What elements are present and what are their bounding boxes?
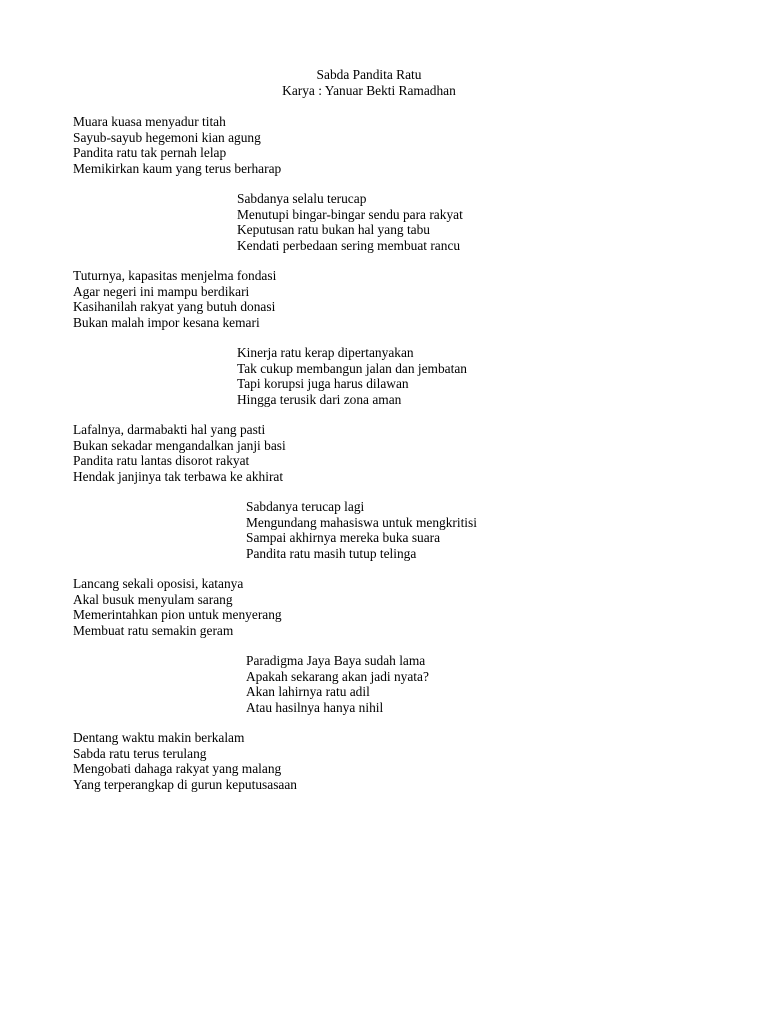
- poem-line: Tapi korupsi juga harus dilawan: [237, 376, 409, 391]
- poem-line: Pandita ratu masih tutup telinga: [246, 545, 417, 561]
- poem-line: Bukan sekadar mengandalkan janji basi: [73, 437, 286, 453]
- poem-line: Kendati perbedaan sering membuat rancu: [237, 237, 461, 253]
- poem-line: Mengundang mahasiswa untuk mengkritisi: [246, 514, 477, 530]
- poem-line: Sabdanya terucap lagi: [246, 499, 365, 514]
- poem-line: Paradigma Jaya Baya sudah lama: [246, 653, 426, 668]
- poem-line: Membuat ratu semakin geram: [73, 622, 234, 638]
- poem-line: Lafalnya, darmabakti hal yang pasti: [73, 422, 266, 437]
- poem-line: Pandita ratu lantas disorot rakyat: [73, 453, 250, 468]
- poem-line: Kinerja ratu kerap dipertanyakan: [237, 345, 414, 360]
- poem-line: Menutupi bingar-bingar sendu para rakyat: [237, 206, 463, 222]
- poem-line: Memerintahkan pion untuk menyerang: [73, 607, 282, 622]
- poem-title: Sabda Pandita Ratu: [316, 67, 422, 82]
- poem-line: Hendak janjinya tak terbawa ke akhirat: [73, 468, 284, 484]
- poem-line: Pandita ratu tak pernah lelap: [73, 145, 227, 160]
- stanza-2: [237, 191, 463, 253]
- stanza-1: [73, 114, 281, 176]
- poem-line: Akan lahirnya ratu adil: [246, 684, 370, 699]
- stanza-7: [73, 576, 282, 638]
- poem-header: [0, 67, 738, 99]
- stanza-6: [246, 499, 477, 561]
- poem-line: Bukan malah impor kesana kemari: [73, 314, 260, 330]
- poem-line: Tuturnya, kapasitas menjelma fondasi: [73, 268, 277, 283]
- poem-line: Muara kuasa menyadur titah: [73, 114, 226, 129]
- poem-line: Sayub-sayub hegemoni kian agung: [73, 129, 261, 145]
- poem-line: Yang terperangkap di gurun keputusasaan: [73, 776, 297, 792]
- poem-line: Atau hasilnya hanya nihil: [246, 699, 384, 715]
- stanza-5: [73, 422, 286, 484]
- stanza-4: [237, 345, 467, 407]
- poem-line: Akal busuk menyulam sarang: [73, 591, 233, 607]
- poem-line: Sabda ratu terus terulang: [73, 745, 207, 761]
- poem-line: Memikirkan kaum yang terus berharap: [73, 160, 282, 176]
- poem-author: Karya : Yanuar Bekti Ramadhan: [282, 82, 456, 98]
- poem-line: Mengobati dahaga rakyat yang malang: [73, 761, 282, 776]
- stanza-8: [246, 653, 429, 715]
- poem-line: Tak cukup membangun jalan dan jembatan: [237, 360, 467, 376]
- poem-line: Sampai akhirnya mereka buka suara: [246, 530, 441, 545]
- poem-line: Kasihanilah rakyat yang butuh donasi: [73, 299, 276, 314]
- poem-line: Agar negeri ini mampu berdikari: [73, 283, 250, 299]
- poem-line: Apakah sekarang akan jadi nyata?: [246, 668, 429, 684]
- poem-line: Sabdanya selalu terucap: [237, 191, 367, 206]
- poem-line: Hingga terusik dari zona aman: [237, 391, 402, 407]
- poem-line: Keputusan ratu bukan hal yang tabu: [237, 222, 430, 237]
- poem-line: Dentang waktu makin berkalam: [73, 730, 245, 745]
- stanza-9: [73, 730, 297, 792]
- poem-line: Lancang sekali oposisi, katanya: [73, 576, 244, 591]
- stanza-3: [73, 268, 276, 330]
